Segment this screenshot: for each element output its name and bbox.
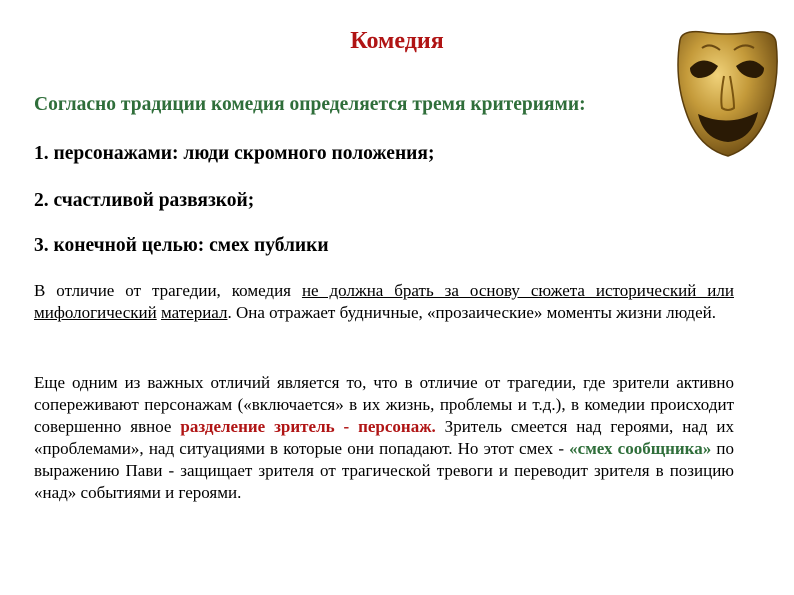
para1-underline-1: не должна брать за основу сюжета исторический или	[301, 281, 734, 300]
para2-text-1: Еще одним из важных отличий является то, что в отличие от трагедии, где зрители активно сопереживают персонажам («включается» в их жизнь, проблемы и т.д.), в комедии происходит совершенно явное	[34, 373, 734, 436]
page-title: Комедия	[350, 28, 444, 54]
para1-underline-3: материал	[160, 303, 228, 322]
para2-highlight-green: «смех сообщника»	[569, 439, 712, 458]
criterion-3: 3. конечной целью: смех публики	[34, 235, 329, 256]
paragraph-difference	[34, 280, 734, 324]
para1-underline-2: мифологический	[34, 303, 157, 322]
para2-text-3: по выражению Пави - защищает зрителя от трагической тревоги и переводит зрителя в позицию «над» событиями и героями.	[34, 439, 735, 502]
criterion-1: 1. персонажами: люди скромного положения;	[34, 143, 435, 164]
para2-text-2: Зритель смеется над героями, над их «проблемами», над ситуациями в которые они попадают. Но этот смех -	[34, 417, 734, 458]
intro-text: Согласно традиции комедия определяется тремя критериями:	[34, 94, 586, 115]
para2-highlight-red: разделение зритель - персонаж.	[180, 417, 436, 436]
para1-text-end: . Она отражает будничные, «прозаические» моменты жизни людей.	[227, 303, 716, 322]
para1-text: В отличие от трагедии, комедия	[34, 281, 302, 300]
criterion-2: 2. счастливой развязкой;	[34, 190, 255, 211]
paragraph-audience	[34, 372, 734, 504]
comedy-mask-icon	[672, 28, 782, 160]
